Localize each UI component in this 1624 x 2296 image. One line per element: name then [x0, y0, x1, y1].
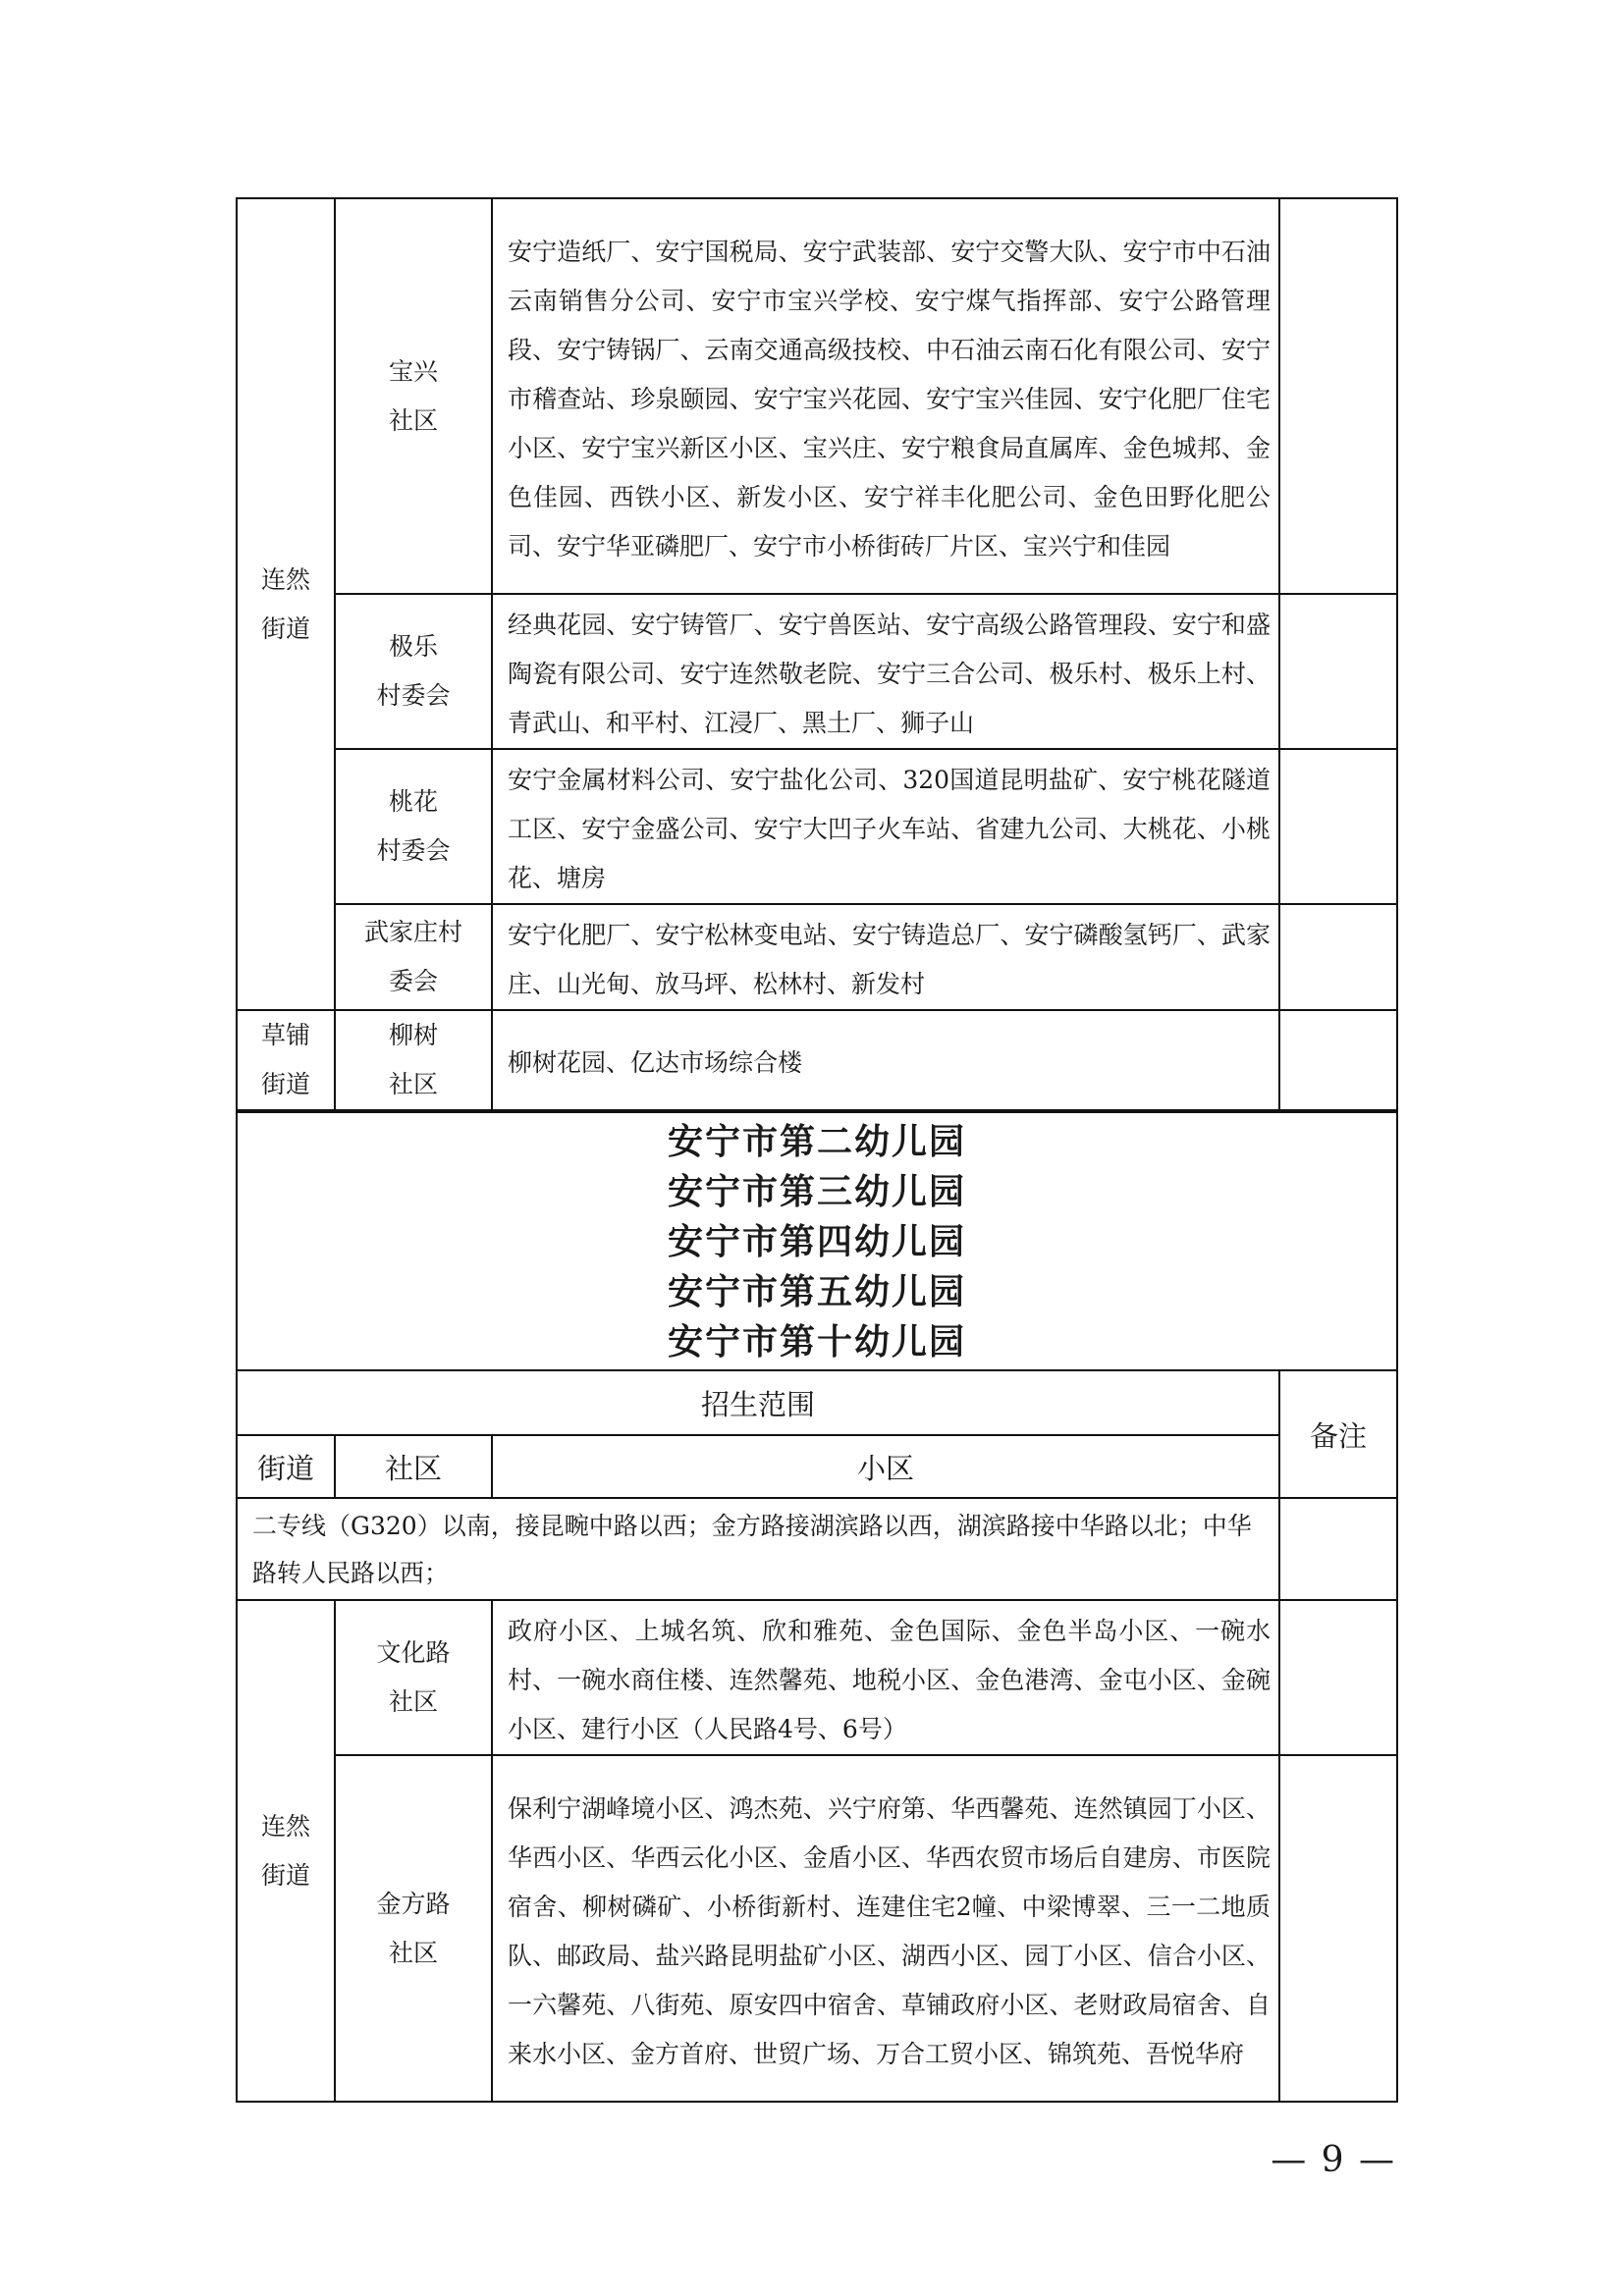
enrollment-table — [236, 197, 1398, 2103]
community-name: 极乐 村委会 — [376, 632, 451, 710]
table-row — [237, 1010, 1397, 1111]
xiaoqu-list: 安宁金属材料公司、安宁盐化公司、320国道昆明盐矿、安宁桃花隧道工区、安宁金盛公司、安宁大凹子火车站、省建九公司、大桃花、小桃花、塘房 — [492, 749, 1279, 904]
table-row — [237, 198, 1397, 594]
street-name: 连然 街道 — [260, 1811, 310, 1890]
kindergarten-title: 安宁市第二幼儿园 — [667, 1121, 966, 1162]
community-cell — [335, 1755, 492, 2102]
table-row — [237, 749, 1397, 904]
range-header: 招生范围 — [237, 1370, 1279, 1435]
street-name: 连然 街道 — [260, 564, 310, 643]
community-name: 文化路 社区 — [376, 1638, 451, 1716]
remark-cell — [1279, 594, 1397, 749]
remark-cell — [1279, 749, 1397, 904]
xiaoqu-header: 小区 — [492, 1435, 1279, 1498]
table-row — [237, 904, 1397, 1010]
kindergarten-title: 安宁市第四幼儿园 — [667, 1221, 966, 1262]
title-row — [237, 1111, 1397, 1370]
kindergarten-title: 安宁市第三幼儿园 — [667, 1171, 966, 1212]
table-row — [237, 1498, 1397, 1600]
range-description: 二专线（G320）以南，接昆畹中路以西；金方路接湖滨路以西，湖滨路接中华路以北；中华路转人民路以西； — [237, 1498, 1279, 1600]
table-row — [237, 594, 1397, 749]
table-row — [237, 1600, 1397, 1755]
remark-cell — [1279, 1010, 1397, 1111]
remark-cell — [1279, 1755, 1397, 2102]
xiaoqu-list: 保利宁湖峰境小区、鸿杰苑、兴宁府第、华西馨苑、连然镇园丁小区、华西小区、华西云化小区、金盾小区、华西农贸市场后自建房、市医院宿舍、柳树磷矿、小桥街新村、连建住宅2幢、中梁博翠、三一二地质队、邮政局、盐兴路昆明盐矿小区、湖西小区、园丁小区、信合小区、一六馨苑、八街苑、原安四中宿舍、草铺政府小区、老财政局宿舍、自来水小区、金方首府、世贸广场、万合工贸小区、锦筑苑、吾悦华府 — [492, 1755, 1279, 2102]
street-cell — [237, 198, 335, 1010]
header-row — [237, 1435, 1397, 1498]
page-number: — 9 — — [1271, 2140, 1396, 2180]
remark-header: 备注 — [1279, 1370, 1397, 1498]
kindergarten-title-block — [237, 1111, 1397, 1370]
remark-cell — [1279, 198, 1397, 594]
header-row — [237, 1370, 1397, 1435]
xiaoqu-list: 政府小区、上城名筑、欣和雅苑、金色国际、金色半岛小区、一碗水村、一碗水商住楼、连然馨苑、地税小区、金色港湾、金屯小区、金碗小区、建行小区（人民路4号、6号） — [492, 1600, 1279, 1755]
xiaoqu-list: 安宁造纸厂、安宁国税局、安宁武装部、安宁交警大队、安宁市中石油云南销售分公司、安宁市宝兴学校、安宁煤气指挥部、安宁公路管理段、安宁铸锅厂、云南交通高级技校、中石油云南石化有限公司、安宁市稽查站、珍泉颐园、安宁宝兴花园、安宁宝兴佳园、安宁化肥厂住宅小区、安宁宝兴新区小区、宝兴庄、安宁粮食局直属库、金色城邦、金色佳园、西铁小区、新发小区、安宁祥丰化肥公司、金色田野化肥公司、安宁华亚磷肥厂、安宁市小桥街砖厂片区、宝兴宁和佳园 — [492, 198, 1279, 594]
community-cell — [335, 904, 492, 1010]
community-name: 桃花 村委会 — [376, 787, 451, 865]
table-row — [237, 1755, 1397, 2102]
community-name: 柳树 社区 — [388, 1021, 438, 1098]
remark-cell — [1279, 904, 1397, 1010]
xiaoqu-list: 安宁化肥厂、安宁松林变电站、安宁铸造总厂、安宁磷酸氢钙厂、武家庄、山光甸、放马坪、松林村、新发村 — [492, 904, 1279, 1010]
community-cell — [335, 594, 492, 749]
community-header: 社区 — [335, 1435, 492, 1498]
street-header: 街道 — [237, 1435, 335, 1498]
kindergarten-title: 安宁市第五幼儿园 — [667, 1271, 966, 1312]
xiaoqu-list: 经典花园、安宁铸管厂、安宁兽医站、安宁高级公路管理段、安宁和盛陶瓷有限公司、安宁连然敬老院、安宁三合公司、极乐村、极乐上村、青武山、和平村、江浸厂、黑土厂、狮子山 — [492, 594, 1279, 749]
community-name: 金方路 社区 — [376, 1889, 451, 1967]
street-name: 草铺 街道 — [260, 1021, 310, 1098]
street-cell — [237, 1600, 335, 2102]
community-cell — [335, 1010, 492, 1111]
community-name: 武家庄村 委会 — [363, 918, 462, 995]
remark-cell — [1279, 1498, 1397, 1600]
community-cell — [335, 198, 492, 594]
community-cell — [335, 749, 492, 904]
xiaoqu-list: 柳树花园、亿达市场综合楼 — [492, 1010, 1279, 1111]
community-name: 宝兴 社区 — [388, 356, 438, 435]
street-cell — [237, 1010, 335, 1111]
kindergarten-title: 安宁市第十幼儿园 — [667, 1321, 966, 1362]
community-cell — [335, 1600, 492, 1755]
remark-cell — [1279, 1600, 1397, 1755]
